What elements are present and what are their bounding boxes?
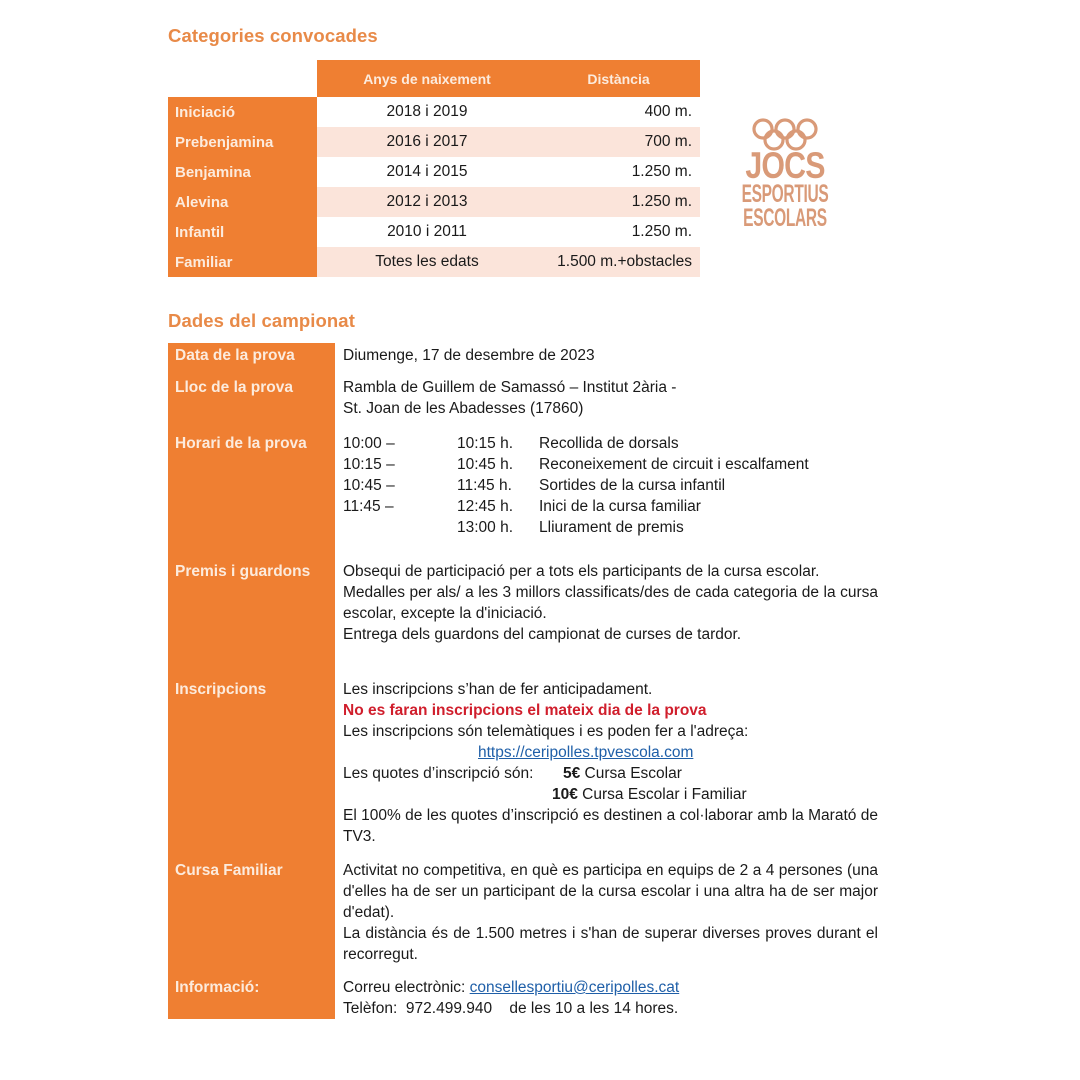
schedule-start: 10:15 – [343,456,395,473]
label-horari: Horari de la prova [168,431,335,559]
category-distance: 700 m. [537,127,700,157]
inscripcions-content [335,677,878,858]
category-years: 2016 i 2017 [317,127,537,157]
schedule-end: 10:15 h. [457,435,514,452]
premis-content [335,559,878,677]
row-cursa-familiar [168,858,878,975]
schedule-activity: Sortides de la cursa infantil [539,477,726,494]
header-blank-cell [168,60,317,97]
inscripcions-p3: El 100% de les quotes d’inscripció es destinen a col·laborar amb la Marató de TV3. [343,807,878,845]
row-premis [168,559,878,677]
lloc-line-1: Rambla de Guillem de Samassó – Institut 2ària - [343,379,677,396]
inscripcions-warning: No es faran inscripcions el mateix dia de la prova [343,702,707,719]
inscripcions-p2: Les inscripcions són telemàtiques i es poden fer a l'adreça: [343,723,749,740]
schedule-start: 10:45 – [343,477,395,494]
category-years: 2010 i 2011 [387,223,467,240]
email-line [343,977,878,998]
category-name: Infantil [168,217,317,247]
value-lloc-prova [335,375,878,431]
phone-hours: de les 10 a les 14 hores. [509,1000,679,1017]
category-years: 2018 i 2019 [386,103,468,120]
logo-line-escolars: ESCOLARS [743,204,827,232]
table-row [168,127,700,157]
table-row [168,187,700,217]
lloc-line-2: St. Joan de les Abadesses (17860) [343,400,584,417]
logo-line-jocs: JOCS [745,145,825,186]
category-name: Familiar [168,247,317,277]
schedule-start [343,517,457,538]
label-lloc-prova: Lloc de la prova [168,375,335,431]
dades-table [168,343,878,1019]
categories-title: Categories convocades [168,25,378,46]
category-name: Iniciació [168,97,317,127]
schedule-item [343,454,878,475]
schedule-item [343,517,878,538]
schedule-activity: Reconeixement de circuit i escalfament [539,456,809,473]
schedule-end: 13:00 h. [457,519,514,536]
category-years: 2012 i 2013 [317,187,537,217]
category-name: Prebenjamina [168,127,317,157]
category-years: Totes les edats [317,247,537,277]
email-label: Correu electrònic: [343,979,470,996]
table-row [168,157,700,187]
premis-p1: Obsequi de participació per a tots els participants de la cursa escolar. [343,563,820,580]
schedule-activity: Recollida de dorsals [539,435,679,452]
row-informacio [168,975,878,1019]
schedule-item [343,496,878,517]
url-line [343,742,878,763]
category-distance: 400 m. [644,103,692,120]
schedule-item [343,433,878,454]
fees-label: Les quotes d’inscripció són: [343,765,534,782]
table-row [168,217,700,247]
category-name: Alevina [168,187,317,217]
premis-p2: Medalles per als/ a les 3 millors classificats/des de cada categoria de la cursa escolar, excepte la d'iniciació. [343,584,878,622]
cursa-familiar-p1: Activitat no competitiva, en què es participa en equips de 2 a 4 persones (una d'elles ha de ser un participant de la cursa escolar i una altra ha de ser major d'edat). [343,862,878,921]
header-years: Anys de naixement [317,60,537,97]
informacio-content [335,975,878,1019]
row-lloc-prova [168,367,878,431]
value-data-prova: Diumenge, 17 de desembre de 2023 [343,347,595,364]
table-row [168,247,700,277]
registration-link[interactable]: https://ceripolles.tpvescola.com [478,744,694,761]
jocs-esportius-escolars-logo [730,118,840,230]
category-distance: 1.250 m. [631,163,692,180]
row-inscripcions [168,677,878,858]
categories-header-row [168,60,700,97]
fee-amount: 5€ [563,765,581,782]
premis-p3: Entrega dels guardons del campionat de curses de tardor. [343,626,742,643]
schedule-start: 10:00 – [343,435,395,452]
category-distance: 1.250 m. [537,187,700,217]
phone-number: 972.499.940 [405,1000,493,1017]
row-data-prova [168,343,878,367]
category-name: Benjamina [168,157,317,187]
category-distance: 1.250 m. [631,223,692,240]
phone-label: Telèfon: [343,1000,406,1017]
label-premis: Premis i guardons [168,559,335,677]
logo-line-esportius: ESPORTIUS [741,180,829,208]
schedule-item [343,475,878,496]
table-row [168,97,700,127]
label-data-prova: Data de la prova [168,343,335,367]
label-cursa-familiar: Cursa Familiar [168,858,335,975]
schedule-end: 10:45 h. [457,456,514,473]
row-horari [168,431,878,559]
email-link[interactable]: consellesportiu@ceripolles.cat [469,979,680,996]
fee-amount: 10€ [552,786,578,803]
fee-line-2 [343,784,878,805]
cursa-familiar-content [335,858,878,975]
label-informacio: Informació: [168,975,335,1019]
fee-line-1 [343,763,878,784]
horari-list [335,431,878,559]
categories-table [168,60,700,277]
label-inscripcions: Inscripcions [168,677,335,858]
schedule-end: 12:45 h. [457,498,514,515]
category-years: 2014 i 2015 [386,163,468,180]
phone-line [343,998,878,1019]
schedule-start: 11:45 – [343,498,394,515]
schedule-activity: Inici de la cursa familiar [539,498,701,515]
fee-description: Cursa Escolar [580,765,682,782]
schedule-activity: Lliurament de premis [539,519,684,536]
schedule-end: 11:45 h. [457,477,512,494]
category-distance: 1.500 m.+obstacles [537,247,700,277]
cursa-familiar-p2: La distància és de 1.500 metres i s'han de superar diverses proves durant el recorregut. [343,925,878,963]
inscripcions-p1: Les inscripcions s’han de fer anticipadament. [343,681,653,698]
header-distance: Distància [537,60,700,97]
fee-description: Cursa Escolar i Familiar [577,786,747,803]
dades-title: Dades del campionat [168,310,355,331]
